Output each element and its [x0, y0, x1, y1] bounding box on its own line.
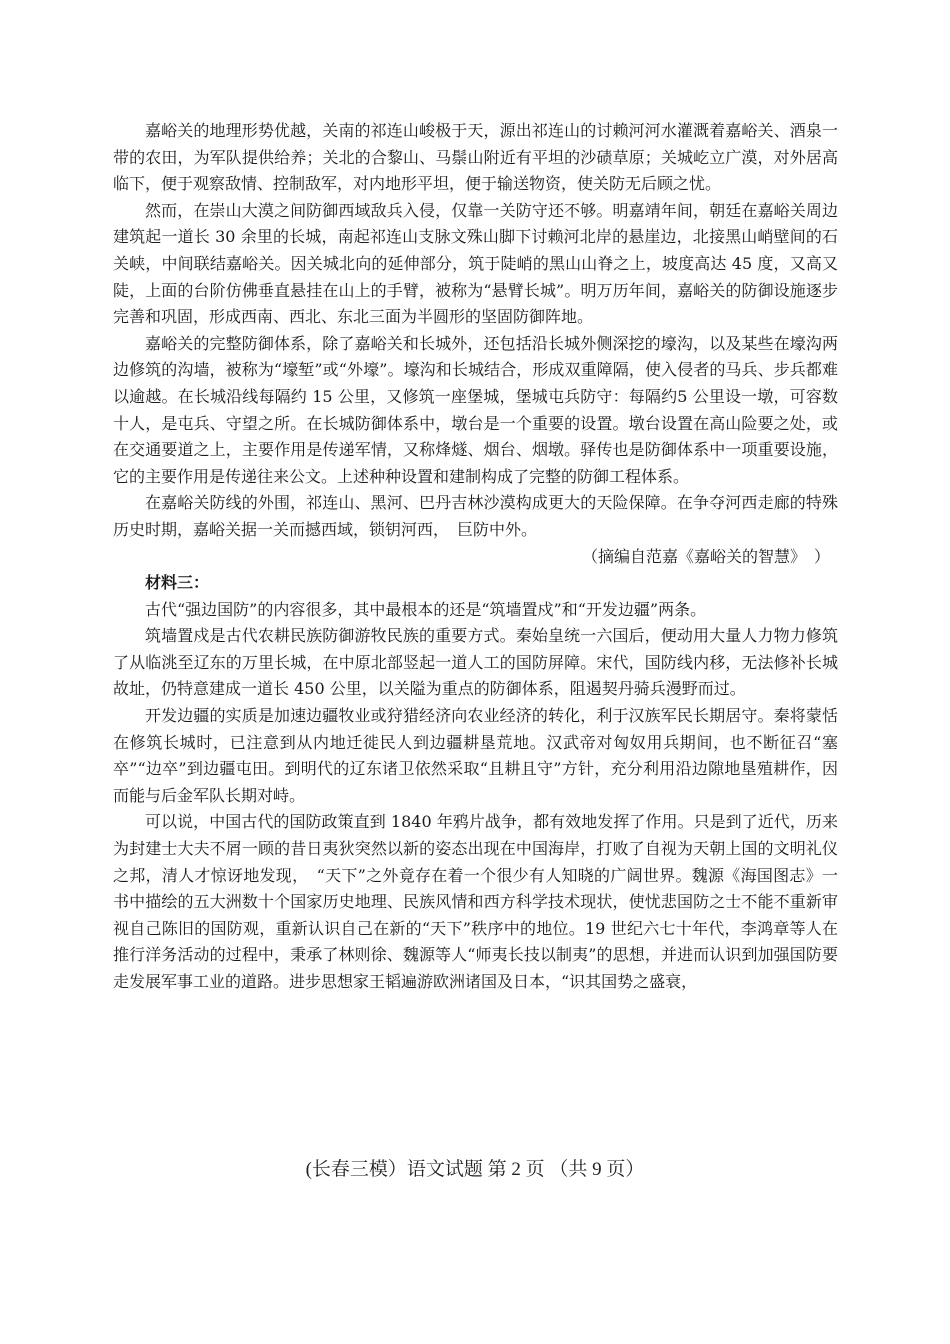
paragraph: 可以说，中国古代的国防政策直到 1840 年鸦片战争，都有效地发挥了作用。只是到了近代，历来为封建士大夫不屑一顾的昔日夷狄突然以新的姿态出现在中国海岸，打败了自视为天朝上国的文明礼仪之邦，清人才惊讶地发现， “天下”之外竟存在着一个很少有人知晓的广阔世界。魏源《海国图志》一书中描绘的五大洲数十个国家历史地理、民族风情和西方科学技术现状，使忧悲国防之士不能不重新审视自己陈旧的国防观，重新认识自己在新的“天下”秩序中的地位。19 世纪六七十年代，李鸿章等人在推行洋务活动的过程中，秉承了林则徐、魏源等人“师夷长技以制夷”的思想，并进而认识到加强国防要走发展军事工业的道路。进步思想家王韬遍游欧洲诸国及日本，“识其国势之盛衰，	[113, 812, 838, 991]
page-footer: (长春三模）语文试题 第 2 页 （共 9 页）	[305, 1159, 645, 1180]
paragraph: 在嘉峪关防线的外围，祁连山、黑河、巴丹吉林沙漠构成更大的天险保障。在争夺河西走廊的特殊历史时期，嘉峪关据一关而撼西域，锁钥河西， 巨防中外。	[113, 493, 838, 539]
material-heading: 材料三：	[145, 573, 210, 593]
paragraph: 嘉峪关的地理形势优越，关南的祁连山峻极于天，源出祁连山的讨赖河河水灌溉着嘉峪关、酒泉一带的农田，为军队提供给养；关北的合黎山、马鬃山附近有平坦的沙碛草原；关城屹立广漠，对外居高临下，便于观察敌情、控制敌军，对内地形平坦，便于输送物资，使关防无后顾之忧。	[113, 121, 838, 194]
paragraph: 古代“强边国防”的内容很多，其中最根本的还是“筑墙置戍”和“开发边疆”两条。	[145, 599, 707, 619]
paragraph: 然而，在崇山大漠之间防御西域敌兵入侵，仅靠一关防守还不够。明嘉靖年间，朝廷在嘉峪关周边建筑起一道长 30 余里的长城，南起祁连山支脉文殊山脚下讨赖河北岸的悬崖边，北接黑山峭壁间的石关峡，中间联结嘉峪关。因关城北向的延伸部分，筑于陡峭的黑山山脊之上，坡度高达 45 度，又高又陡，上面的台阶仿佛垂直悬挂在山上的手臂，被称为“悬臂长城”。明万历年间，嘉峪关的防御设施逐步完善和巩固，形成西南、西北、东北三面为半圆形的坚固防御阵地。	[113, 200, 838, 327]
paragraph: 开发边疆的实质是加速边疆牧业或狩猎经济向农业经济的转化，利于汉族军民长期居守。秦将蒙恬在修筑长城时，已注意到从内地迁徙民人到边疆耕垦荒地。汉武帝对匈奴用兵期间，也不断征召“塞卒”“边卒”到边疆屯田。到明代的辽东诸卫依然采取“且耕且守”方针，充分利用沿边隙地垦殖耕作，因而能与后金军队长期对峙。	[113, 706, 838, 805]
paragraph: 嘉峪关的完整防御体系，除了嘉峪关和长城外，还包括沿长城外侧深挖的壕沟，以及某些在壕沟两边修筑的沟墙，被称为“壕堑”或“外壕”。壕沟和长城结合，形成双重障隔，使入侵者的马兵、步兵都难以逾越。在长城沿线每隔约 15 公里，又修筑一座堡城，堡城屯兵防守：每隔约5 公里设一墩，可容数十人，是屯兵、守望之所。在长城防御体系中，墩台是一个重要的设置。墩台设置在高山险要之处，或在交通要道之上，主要作用是传递军情，又称烽燧、烟台、烟墩。驿传也是防御体系中一项重要设施，它的主要作用是传递往来公文。上述种种设置和建制构成了完整的防御工程体系。	[113, 333, 838, 486]
page-content	[113, 118, 838, 996]
source-citation: （摘编自范嘉《嘉峪关的智慧》 ）	[581, 546, 830, 566]
paragraph: 筑墙置戍是古代农耕民族防御游牧民族的重要方式。秦始皇统一六国后，便动用大量人力物力修筑了从临洮至辽东的万里长城，在中原北部竖起一道人工的国防屏障。宋代，国防线内移，无法修补长城故址，仍特意建成一道长 450 公里，以关隘为重点的防御体系，阻遏契丹骑兵漫野而过。	[113, 626, 838, 699]
